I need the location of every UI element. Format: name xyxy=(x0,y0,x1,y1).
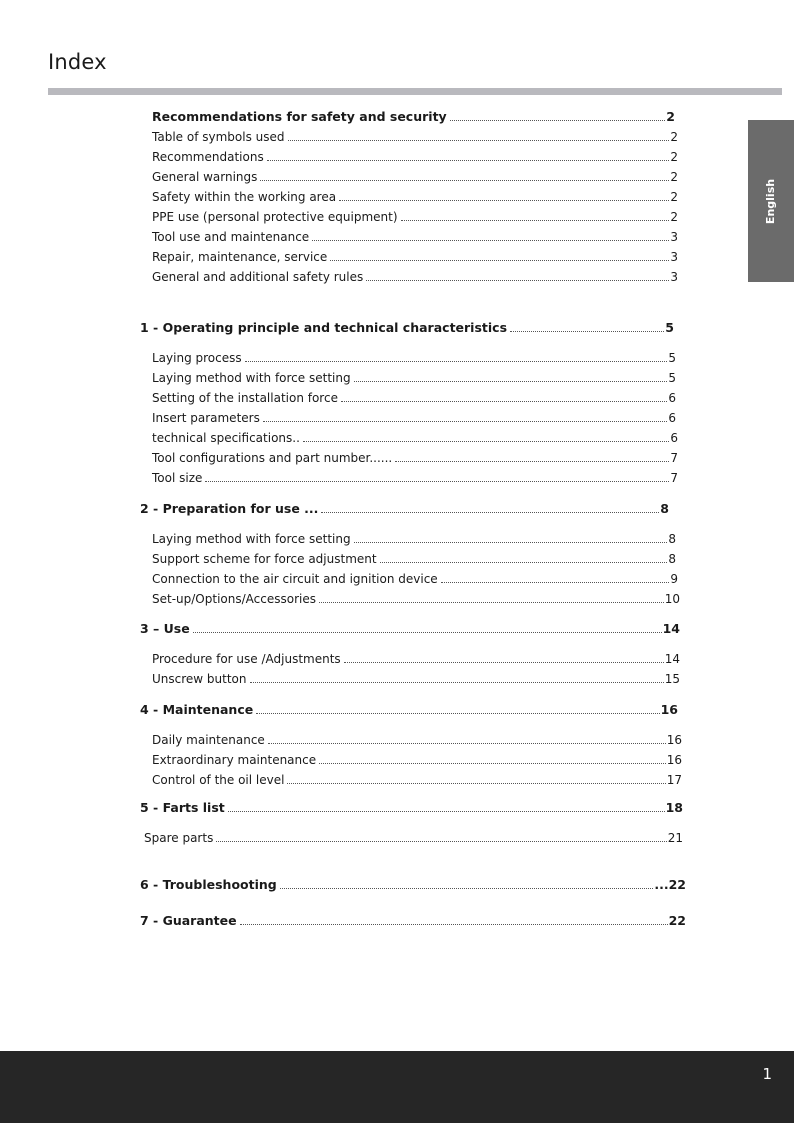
dot-leader xyxy=(341,401,667,402)
dot-leader xyxy=(205,481,669,482)
toc-entry-page: 7 xyxy=(670,471,678,485)
toc-entry[interactable] xyxy=(152,571,678,587)
toc-entry-page: 2 xyxy=(670,150,678,164)
toc-entry-page: 2 xyxy=(670,170,678,184)
page-title: Index xyxy=(48,50,107,74)
toc-section-entry[interactable] xyxy=(140,877,686,893)
toc-entry-page: 9 xyxy=(670,572,678,586)
toc-entry-page: 3 xyxy=(670,230,678,244)
toc-entry-page: 16 xyxy=(666,753,682,767)
toc-entry-label: 7 - Guarantee xyxy=(140,913,237,928)
toc-entry[interactable] xyxy=(152,189,678,205)
toc-section-entry[interactable] xyxy=(140,913,686,929)
toc-entry-page: 14 xyxy=(662,621,680,636)
toc-entry[interactable] xyxy=(152,129,678,145)
toc-entry[interactable] xyxy=(152,269,678,285)
toc-entry-page: 3 xyxy=(670,250,678,264)
dot-leader xyxy=(354,381,668,382)
dot-leader xyxy=(256,713,659,714)
dot-leader xyxy=(321,512,659,513)
toc-entry[interactable] xyxy=(152,430,678,446)
dot-leader xyxy=(268,743,666,744)
toc-entry-label: Connection to the air circuit and ignition device xyxy=(152,572,438,586)
language-tab-label: English xyxy=(764,178,778,224)
toc-entry-label: Spare parts xyxy=(144,831,214,845)
dot-leader xyxy=(250,682,664,683)
toc-entry-page: 5 xyxy=(665,320,674,335)
toc-entry-page: 3 xyxy=(670,270,678,284)
dot-leader xyxy=(287,783,665,784)
language-tab xyxy=(748,120,794,282)
toc-entry[interactable] xyxy=(152,450,678,466)
toc-entry-label: Table of symbols used xyxy=(152,130,285,144)
toc-section-entry[interactable] xyxy=(140,800,683,816)
toc-entry-page: 17 xyxy=(666,773,682,787)
toc-entry-label: 4 - Maintenance xyxy=(140,702,254,717)
toc-entry-label: Support scheme for force adjustment xyxy=(152,552,377,566)
toc-entry-page: 8 xyxy=(668,552,676,566)
toc-entry[interactable] xyxy=(152,551,676,567)
toc-entry-label: Tool use and maintenance xyxy=(152,230,310,244)
toc-entry[interactable] xyxy=(152,249,678,265)
dot-leader xyxy=(354,542,668,543)
dot-leader xyxy=(228,811,665,812)
toc-entry-label: PPE use (personal protective equipment) xyxy=(152,210,398,224)
toc-entry[interactable] xyxy=(152,390,676,406)
dot-leader xyxy=(240,924,668,925)
toc-entry-label: Laying method with force setting xyxy=(152,371,351,385)
toc-entry-label: Tool size xyxy=(152,471,203,485)
toc-entry-page: 16 xyxy=(666,733,682,747)
toc-section-entry[interactable] xyxy=(140,320,674,336)
toc-entry-label: 6 - Troubleshooting xyxy=(140,877,277,892)
toc-entry-page: 5 xyxy=(668,371,676,385)
toc-entry-page: 16 xyxy=(660,702,678,717)
toc-entry-label: 5 - Farts list xyxy=(140,800,225,815)
toc-entry-page: ...22 xyxy=(654,877,686,892)
page-number: 1 xyxy=(762,1065,772,1083)
toc-entry[interactable] xyxy=(152,752,682,768)
toc-entry[interactable] xyxy=(152,470,678,486)
dot-leader xyxy=(401,220,670,221)
dot-leader xyxy=(510,331,664,332)
toc-entry-page: 6 xyxy=(668,411,676,425)
toc-entry-page: 21 xyxy=(667,831,683,845)
toc-entry-label: Tool configurations and part number...... xyxy=(152,451,393,465)
toc-entry-page: 15 xyxy=(664,672,680,686)
toc-entry-page: 2 xyxy=(666,109,675,124)
toc-entry[interactable] xyxy=(152,772,682,788)
dot-leader xyxy=(450,120,666,121)
dot-leader xyxy=(193,632,662,633)
toc-entry-label: Safety within the working area xyxy=(152,190,337,204)
toc-entry-page: 8 xyxy=(660,501,669,516)
toc-entry-label: Recommendations xyxy=(152,150,264,164)
dot-leader xyxy=(260,180,669,181)
dot-leader xyxy=(312,240,669,241)
toc-entry-label: General and additional safety rules xyxy=(152,270,364,284)
toc-entry-page: 2 xyxy=(670,190,678,204)
toc-entry-page: 2 xyxy=(670,130,678,144)
dot-leader xyxy=(319,763,666,764)
toc-entry[interactable] xyxy=(152,732,682,748)
dot-leader xyxy=(441,582,670,583)
toc-entry-label: Setting of the installation force xyxy=(152,391,338,405)
toc-entry[interactable] xyxy=(152,531,676,547)
toc-entry[interactable] xyxy=(152,410,676,426)
toc-entry[interactable] xyxy=(152,350,676,366)
dot-leader xyxy=(319,602,664,603)
dot-leader xyxy=(380,562,668,563)
toc-entry-label: Extraordinary maintenance xyxy=(152,753,317,767)
toc-entry-page: 5 xyxy=(668,351,676,365)
toc-entry-page: 6 xyxy=(668,391,676,405)
toc-entry-page: 6 xyxy=(670,431,678,445)
toc-entry[interactable] xyxy=(152,591,680,607)
dot-leader xyxy=(245,361,668,362)
dot-leader xyxy=(288,140,670,141)
dot-leader xyxy=(339,200,669,201)
footer-bar xyxy=(0,1051,794,1123)
dot-leader xyxy=(263,421,668,422)
toc-entry[interactable] xyxy=(152,370,676,386)
dot-leader xyxy=(395,461,669,462)
toc-entry-page: 2 xyxy=(670,210,678,224)
toc-entry-label: Control of the oil level xyxy=(152,773,285,787)
toc-entry[interactable] xyxy=(152,169,678,185)
dot-leader xyxy=(330,260,669,261)
toc-entry[interactable] xyxy=(152,209,678,225)
toc-entry-label: Laying process xyxy=(152,351,242,365)
toc-entry-label: Repair, maintenance, service xyxy=(152,250,328,264)
toc-entry-label: Insert parameters xyxy=(152,411,260,425)
toc-entry-label: Unscrew button xyxy=(152,672,247,686)
dot-leader xyxy=(303,441,669,442)
dot-leader xyxy=(216,841,666,842)
toc-entry-page: 8 xyxy=(668,532,676,546)
title-divider xyxy=(48,88,782,95)
toc-entry[interactable] xyxy=(152,229,678,245)
toc-entry-label: General warnings xyxy=(152,170,258,184)
toc-entry-label: Procedure for use /Adjustments xyxy=(152,652,341,666)
toc-entry-label: Daily maintenance xyxy=(152,733,265,747)
dot-leader xyxy=(280,888,654,889)
toc-entry-page: 10 xyxy=(664,592,680,606)
toc-entry-label: Recommendations for safety and security xyxy=(152,109,447,124)
toc-entry-page: 22 xyxy=(668,913,686,928)
toc-entry[interactable] xyxy=(152,651,680,667)
toc-section-entry[interactable] xyxy=(152,109,675,125)
toc-entry-page: 14 xyxy=(664,652,680,666)
toc-entry[interactable] xyxy=(144,830,683,846)
toc-entry-label: 1 - Operating principle and technical characteristics xyxy=(140,320,508,335)
toc-entry-label: 3 – Use xyxy=(140,621,190,636)
toc-entry-page: 18 xyxy=(665,800,683,815)
toc-section-entry[interactable] xyxy=(140,501,669,517)
dot-leader xyxy=(267,160,670,161)
toc-entry[interactable] xyxy=(152,149,678,165)
dot-leader xyxy=(344,662,664,663)
toc-entry-label: 2 - Preparation for use ... xyxy=(140,501,319,516)
toc-entry-label: Set-up/Options/Accessories xyxy=(152,592,316,606)
toc-entry[interactable] xyxy=(152,671,680,687)
toc-entry-label: Laying method with force setting xyxy=(152,532,351,546)
toc-section-entry[interactable] xyxy=(140,702,678,718)
toc-entry-label: technical specifications.. xyxy=(152,431,300,445)
toc-entry-page: 7 xyxy=(670,451,678,465)
dot-leader xyxy=(366,280,669,281)
toc-section-entry[interactable] xyxy=(140,621,680,637)
